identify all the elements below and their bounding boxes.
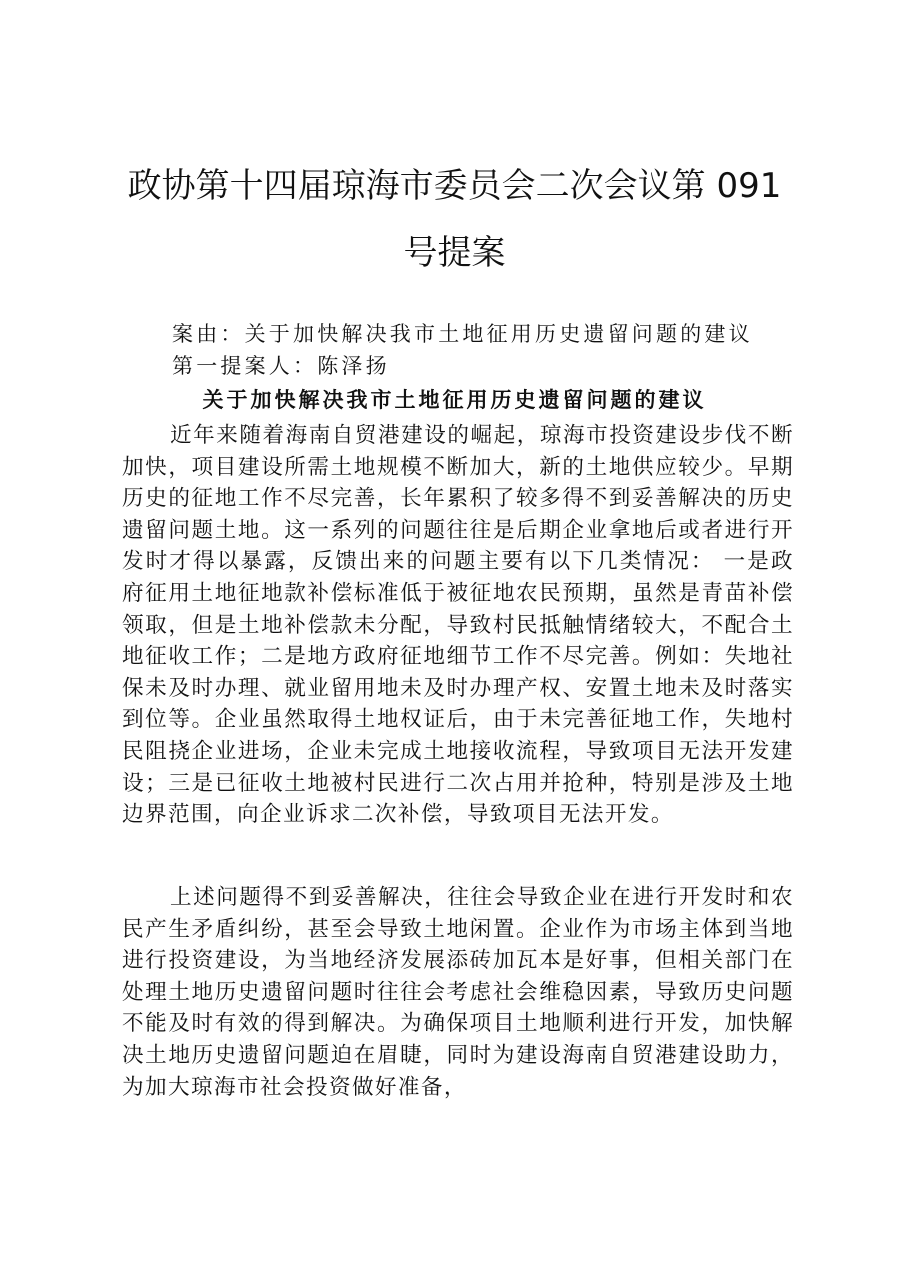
first-proposer: 第一提案人：陈泽扬 — [172, 354, 390, 378]
paragraph-text: 近年来随着海南自贸港建设的崛起，琼海市投资建设步伐不断加快，项目建设所需土地规模不断加大，新的土地供应较少。早期历史的征地工作不尽完善，长年累积了较多得不到妥善解决的历史遗留问题土地。这一系列的问题往往是后期企业拿地后或者进行开发时才得以暴露，反馈出来的问题主要有以下几类情况： 一是政府征用土地征地款补偿标准低于被征地农民预期，虽然是青苗补偿领取，但是土地补偿款未分配，导致村民抵触情绪较大，不配合土地征收工作；二是地方政府征地细节工作不尽完善。例如：失地社保未及时办理、就业留用地未及时办理产权、安置土地未及时落实到位等。企业虽然取得土地权证后，由于未完善征地工作，失地村民阻挠企业进场，企业未完成土地接收流程，导致项目无法开发建设；三是已征收土地被村民进行二次占用并抢种，特别是涉及土地边界范围，向企业诉求二次补偿，导致项目无法开发。 — [122, 423, 794, 828]
paragraph-text: 上述问题得不到妥善解决，往往会导致企业在进行开发时和农民产生矛盾纠纷，甚至会导致土地闲置。企业作为市场主体到当地进行投资建设，为当地经济发展添砖加瓦本是好事，但相关部门在处理土地历史遗留问题时往往会考虑社会维稳因素，导致历史问题不能及时有效的得到解决。为确保项目土地顺利进行开发，加快解决土地历史遗留问题迫在眉睫，同时为建设海南自贸港建设助力，为加大琼海市社会投资做好准备， — [122, 885, 794, 1100]
document-title-line1: 政协第十四届琼海市委员会二次会议第 091 — [127, 166, 782, 206]
document-title-line2: 号提案 — [403, 233, 506, 273]
proposal-reason: 案由：关于加快解决我市土地征用历史遗留问题的建议 — [172, 322, 753, 346]
body-paragraph-1 — [122, 420, 794, 831]
body-paragraph-2 — [122, 882, 794, 1103]
proposal-subtitle: 关于加快解决我市土地征用历史遗留问题的建议 — [202, 387, 707, 412]
